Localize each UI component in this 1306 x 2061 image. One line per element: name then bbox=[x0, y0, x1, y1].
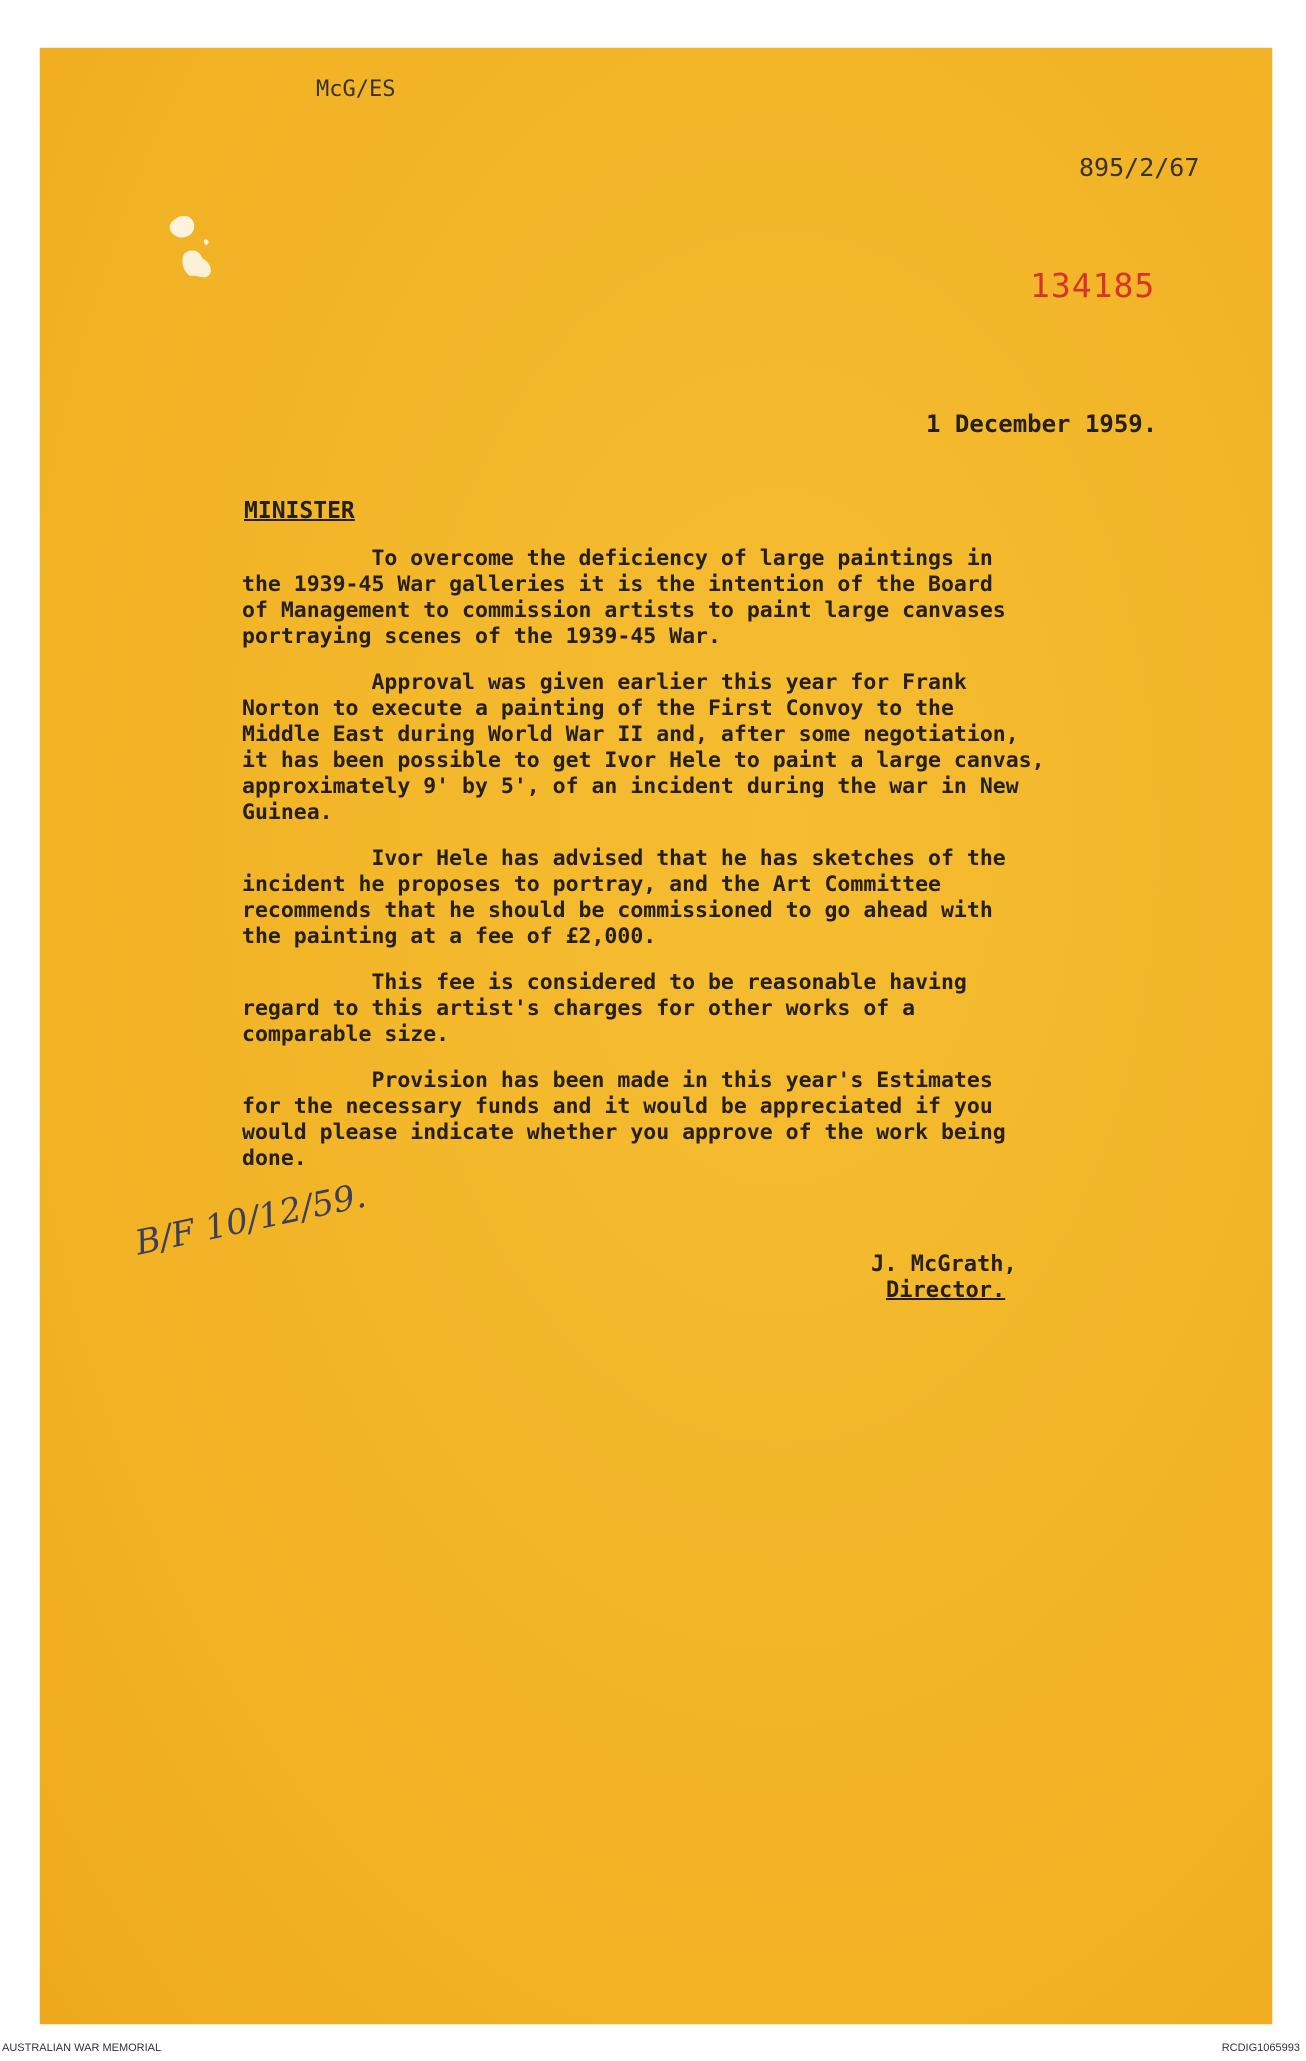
footer-record-id: RCDIG1065993 bbox=[1221, 2042, 1300, 2054]
letter-date: 1 December 1959. bbox=[926, 410, 1158, 438]
reference-initials: McG/ES bbox=[316, 77, 396, 102]
salutation: MINISTER bbox=[244, 498, 355, 524]
punch-hole-damage bbox=[160, 210, 230, 300]
body-paragraph: Approval was given earlier this year for Frank Norton to execute a painting of the First Convoy to the Middle East during World War II and, after some negotiation, it has been possible to get Ivor Hele to paint a large canvas, approximately 9' by 5', of an incident during the war in New Guinea. bbox=[242, 670, 1045, 825]
file-number: 895/2/67 bbox=[1079, 153, 1200, 182]
signer-name: J. McGrath, bbox=[871, 1252, 1017, 1277]
body-paragraph: Ivor Hele has advised that he has sketches of the incident he proposes to portray, and the Art Committee recommends that he should be commissioned to go ahead with the painting at a fee of £2,000. bbox=[242, 846, 1006, 949]
body-paragraph: This fee is considered to be reasonable having regard to this artist's charges for other works of a comparable size. bbox=[242, 970, 967, 1047]
body-paragraph: Provision has been made in this year's Estimates for the necessary funds and it would be appreciated if you would please indicate whether you approve of the work being done. bbox=[242, 1068, 1006, 1171]
footer-institution: AUSTRALIAN WAR MEMORIAL bbox=[2, 2042, 162, 2054]
body-paragraph: To overcome the deficiency of large paintings in the 1939-45 War galleries it is the intention of the Board of Management to commission artists to paint large canvases portraying scenes of the 1939-45 War. bbox=[242, 546, 1006, 649]
letter-body bbox=[242, 546, 1142, 1192]
registry-stamp-number: 134185 bbox=[1030, 266, 1156, 305]
handwritten-bring-forward-note: B/F 10/12/59. bbox=[131, 1175, 370, 1264]
signer-title: Director. bbox=[886, 1278, 1006, 1303]
